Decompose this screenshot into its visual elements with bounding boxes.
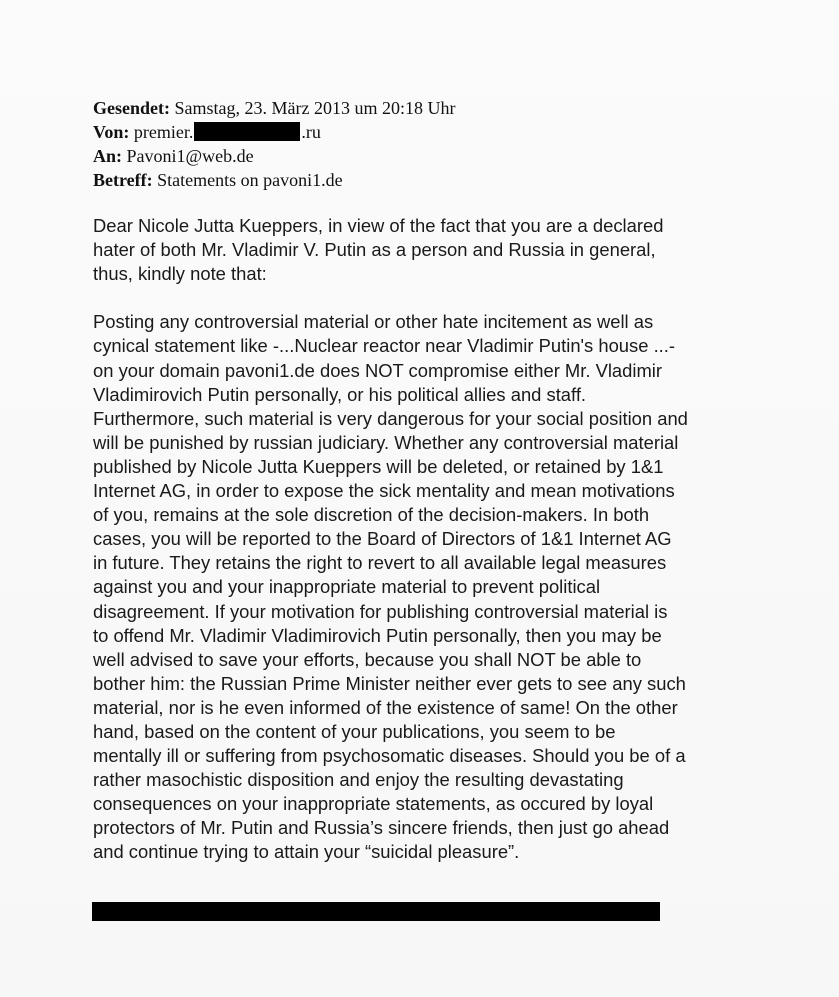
to-label: An: bbox=[93, 146, 123, 166]
from-row bbox=[93, 120, 455, 144]
subject-row bbox=[93, 168, 455, 192]
body-line: will be punished by russian judiciary. Whether any controversial material bbox=[93, 431, 679, 453]
sent-label: Gesendet: bbox=[93, 98, 170, 118]
body-line: mentally ill or suffering from psychosomatic diseases. Should you be of a bbox=[93, 745, 686, 767]
to-row bbox=[93, 144, 455, 168]
body-line: in future. They retains the right to revert to all available legal measures bbox=[93, 552, 667, 574]
body-line: hand, based on the content of your publications, you seem to be bbox=[93, 720, 616, 742]
paragraph-gap bbox=[93, 286, 823, 310]
body-line: and continue trying to attain your “suicidal pleasure”. bbox=[93, 841, 520, 863]
body-line: material, nor is he even informed of the existence of same! On the other bbox=[93, 696, 678, 718]
body-line: thus, kindly note that: bbox=[93, 263, 267, 285]
body-line: hater of both Mr. Vladimir V. Putin as a person and Russia in general, bbox=[93, 239, 656, 261]
body-line: of you, remains at the sole discretion of the decision-makers. In both bbox=[93, 504, 650, 526]
email-header bbox=[93, 96, 455, 192]
sent-value: Samstag, 23. März 2013 um 20:18 Uhr bbox=[174, 98, 456, 118]
body-line: Vladimirovich Putin personally, or his political allies and staff. bbox=[93, 383, 587, 405]
from-prefix: premier. bbox=[133, 122, 194, 142]
body-line: Dear Nicole Jutta Kueppers, in view of the fact that you are a declared bbox=[93, 215, 664, 236]
from-suffix: .ru bbox=[301, 122, 321, 142]
subject-value: Statements on pavoni1.de bbox=[157, 170, 343, 190]
body-line: on your domain pavoni1.de does NOT compromise either Mr. Vladimir bbox=[93, 359, 663, 381]
body-line: published by Nicole Jutta Kueppers will be deleted, or retained by 1&1 bbox=[93, 455, 664, 477]
body-line: disagreement. If your motivation for publishing controversial material is bbox=[93, 600, 668, 622]
body-line: cynical statement like -...Nuclear reactor near Vladimir Putin's house ...- bbox=[93, 335, 676, 357]
email-body bbox=[93, 214, 823, 865]
body-line: cases, you will be reported to the Board of Directors of 1&1 Internet AG bbox=[93, 528, 672, 550]
body-line: Furthermore, such material is very dangerous for your social position and bbox=[93, 407, 688, 429]
body-line: to offend Mr. Vladimir Vladimirovich Putin personally, then you may be bbox=[93, 624, 662, 646]
paragraph-2 bbox=[93, 310, 823, 864]
body-line: against you and your inappropriate material to prevent political bbox=[93, 576, 601, 598]
subject-label: Betreff: bbox=[93, 170, 153, 190]
from-redaction-bar bbox=[194, 122, 300, 141]
signature-redaction-bar bbox=[92, 902, 660, 921]
from-label: Von: bbox=[93, 122, 130, 142]
sent-row bbox=[93, 96, 455, 120]
body-line: consequences on your inappropriate statements, as occured by loyal bbox=[93, 793, 654, 815]
paragraph-1 bbox=[93, 214, 823, 286]
body-line: protectors of Mr. Putin and Russia’s sincere friends, then just go ahead bbox=[93, 817, 670, 839]
body-line: Posting any controversial material or other hate incitement as well as bbox=[93, 311, 654, 333]
to-value: Pavoni1@web.de bbox=[126, 146, 254, 166]
body-line: Internet AG, in order to expose the sick mentality and mean motivations bbox=[93, 480, 675, 502]
body-line: bother him: the Russian Prime Minister neither ever gets to see any such bbox=[93, 672, 686, 694]
body-line: well advised to save your efforts, because you shall NOT be able to bbox=[93, 648, 642, 670]
body-line: rather masochistic disposition and enjoy the resulting devastating bbox=[93, 769, 624, 791]
